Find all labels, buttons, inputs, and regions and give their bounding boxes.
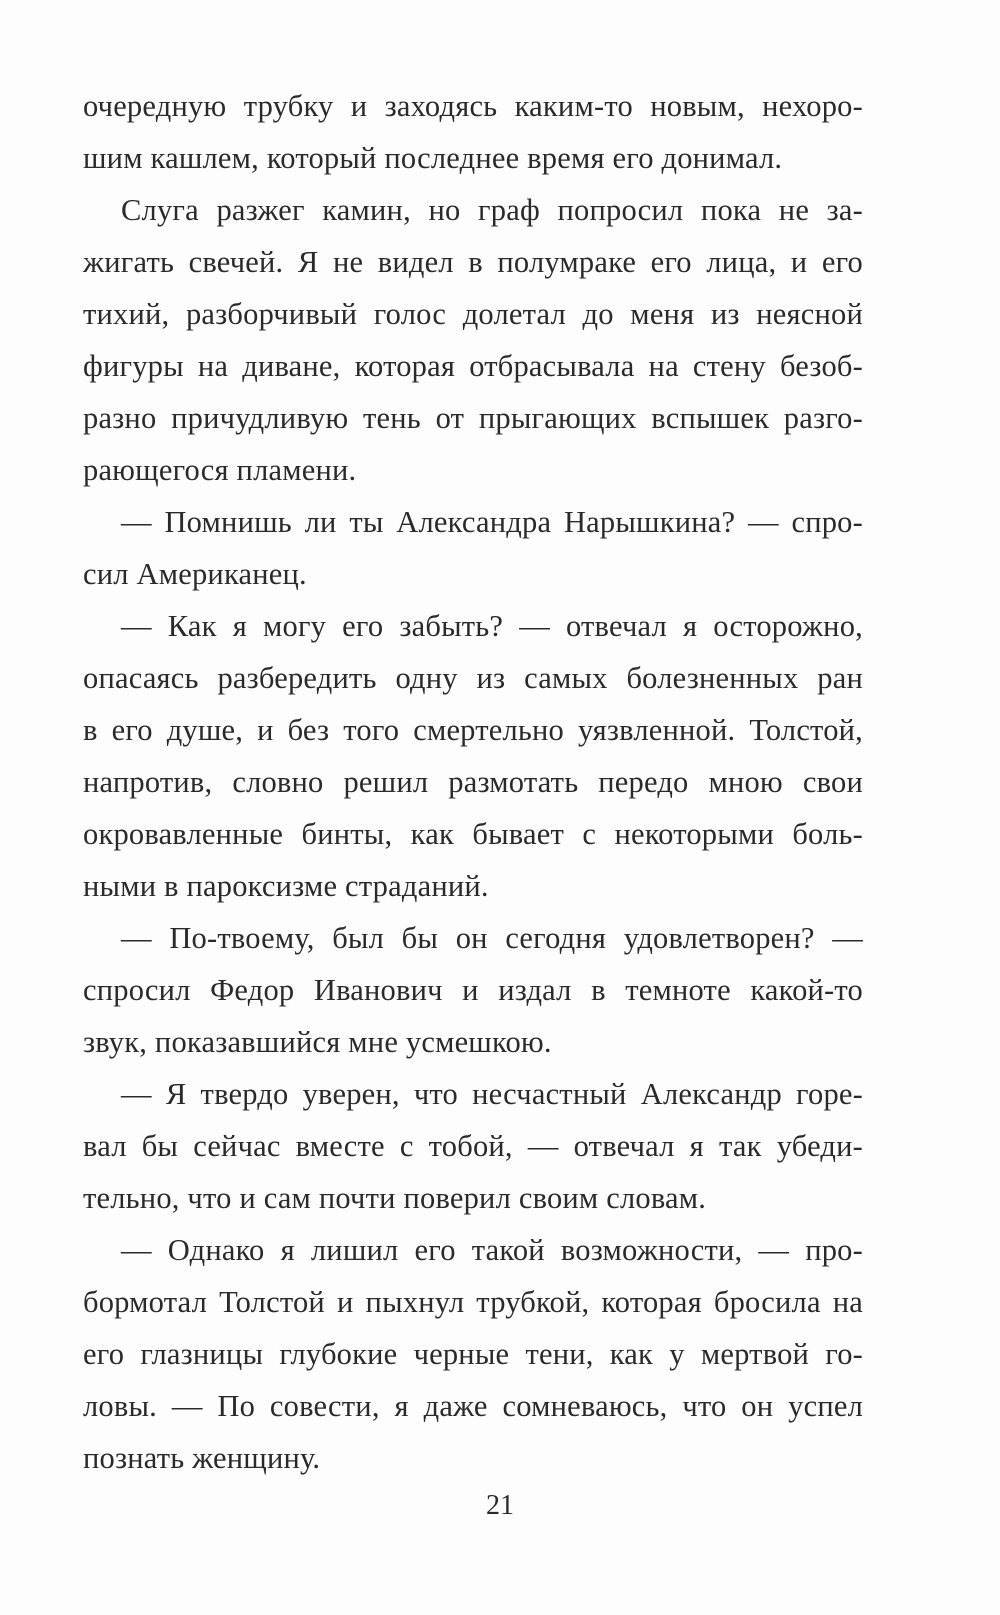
- text-line: спросил Федор Иванович и издал в темноте какой-то: [83, 973, 863, 1007]
- text-line: — По-твоему, был бы он сегодня удовлетворен? —: [121, 921, 863, 955]
- text-line: тельно, что и сам почти поверил своим словам.: [83, 1181, 707, 1215]
- text-line: ными в пароксизме страданий.: [83, 869, 489, 903]
- text-line: фигуры на диване, которая отбрасывала на стену безоб-: [83, 349, 863, 383]
- text-line: — Как я могу его забыть? — отвечал я осторожно,: [121, 609, 863, 643]
- text-line: ловы. — По совести, я даже сомневаюсь, что он успел: [83, 1389, 863, 1423]
- text-line: рающегося пламени.: [83, 453, 357, 487]
- text-line: напротив, словно решил размотать передо мною свои: [83, 765, 863, 799]
- text-line: окровавленные бинты, как бывает с некоторыми боль-: [83, 817, 863, 851]
- text-line: разно причудливую тень от прыгающих вспышек разго-: [83, 401, 863, 435]
- text-line: бормотал Толстой и пыхнул трубкой, которая бросила на: [83, 1285, 863, 1319]
- text-line: в его душе, и без того смертельно уязвленной. Толстой,: [83, 713, 863, 747]
- text-line: — Помнишь ли ты Александра Нарышкина? — спро-: [121, 505, 863, 539]
- page-text: [83, 80, 863, 1484]
- text-line: познать женщину.: [83, 1441, 321, 1475]
- text-line: Слуга разжег камин, но граф попросил пока не за-: [121, 193, 863, 227]
- text-line: его глазницы глубокие черные тени, как у мертвой го-: [83, 1337, 863, 1371]
- text-line: вал бы сейчас вместе с тобой, — отвечал я так убеди-: [83, 1129, 863, 1163]
- text-line: — Я твердо уверен, что несчастный Александр горе-: [121, 1077, 863, 1111]
- text-line: — Однако я лишил его такой возможности, — про-: [121, 1233, 863, 1267]
- text-line: сил Американец.: [83, 557, 307, 591]
- text-line: очередную трубку и заходясь каким-то новым, нехоро-: [83, 89, 863, 123]
- text-line: жигать свечей. Я не видел в полумраке его лица, и его: [83, 245, 863, 279]
- text-line: звук, показавшийся мне усмешкою.: [83, 1025, 552, 1059]
- page-number: 21: [486, 1490, 514, 1521]
- text-line: шим кашлем, который последнее время его донимал.: [83, 141, 783, 175]
- text-line: опасаясь разбередить одну из самых болезненных ран: [83, 661, 863, 695]
- text-line: тихий, разборчивый голос долетал до меня из неясной: [83, 297, 863, 331]
